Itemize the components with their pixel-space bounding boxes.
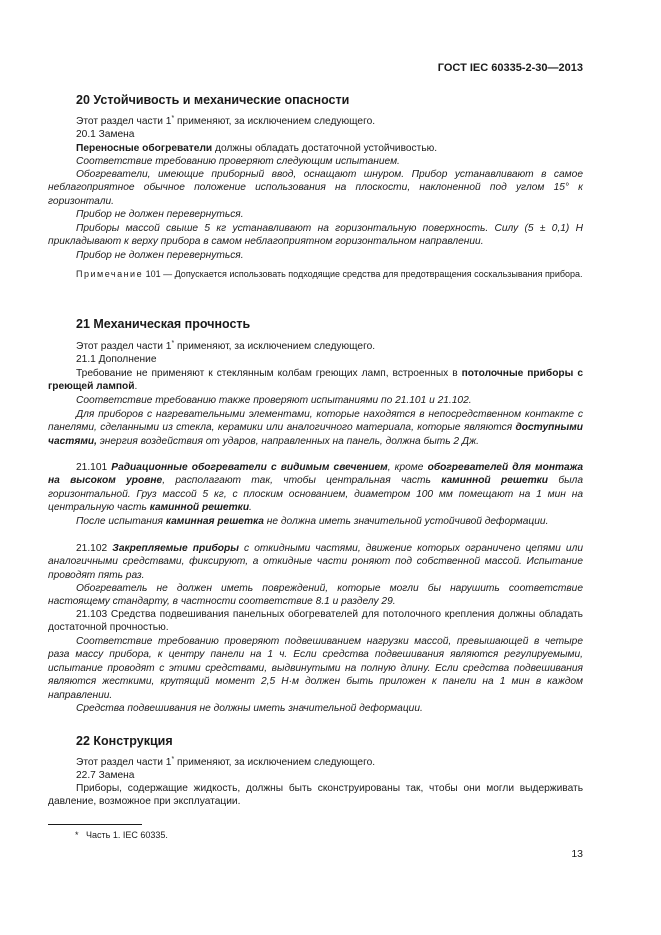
- sec20-intro: Этот раздел части 1* применяют, за исключением следующего.: [76, 115, 376, 127]
- section-22-title: 22 Конструкция: [76, 734, 173, 748]
- sec21-101: 21.101 Радиационные обогреватели с видимым свечением, кроме обогревателей для монтажа на высоком уровне, располагают так, чтобы центральная часть каминной решетки была горизонтальной. Груз массой 5 кг, с плоским основанием, диаметром 100 мм помещают на 1 мин на центральную часть каминной решетки.: [48, 462, 584, 514]
- sec21-102: 21.102 Закрепляемые приборы с откидными частями, движение которых ограничено цепями или аналогичными средствами, фиксируют, а откидные части роняют под собственной массой. Испытание проводят пять раз.: [48, 543, 583, 581]
- sec20-test2: Приборы массой свыше 5 кг устанавливают на горизонтальную поверхность. Силу (5 ± 0,1) Н прикладывают к верху прибора в самом неблагоприятном горизонтальном направлении.: [48, 223, 583, 248]
- page-number: 13: [571, 848, 583, 860]
- sec20-test1: Обогреватели, имеющие приборный ввод, оснащают шнуром. Прибор устанавливают в самое неблагоприятное обычное положение использования на плоскости, наклоненной под углом 15° к горизонтали.: [48, 169, 583, 207]
- sec22-intro: Этот раздел части 1* применяют, за исключением следующего.: [76, 756, 376, 768]
- footnote-divider: [48, 824, 142, 825]
- sec21-103-test: Соответствие требованию проверяют подвешиванием нагрузки массой, превышающей в четыре раза массу прибора, к центру панели на 1 ч. Если средства подвешивания являются регулируемыми, испытание проводят с этими средствами, выдвинутыми на полную длину. Если средства подвешивания являются жесткими, крутящий момент 2,5 Н·м должен быть приложен к панели на 1 мин в каждом направлении.: [48, 636, 583, 701]
- sec21-103: 21.103 Средства подвешивания панельных обогревателей для потолочного крепления должны обладать достаточной прочностью.: [48, 609, 583, 634]
- section-21-title: 21 Механическая прочность: [76, 317, 251, 331]
- sec21-103-result: Средства подвешивания не должны иметь значительной деформации.: [76, 703, 423, 714]
- sec22-subsection: 22.7 Замена: [76, 770, 135, 781]
- sec20-req: Переносные обогреватели должны обладать достаточной устойчивостью.: [76, 143, 438, 154]
- sec21-101-result: После испытания каминная решетка не должна иметь значительной устойчивой деформации.: [76, 516, 549, 527]
- section-20-title: 20 Устойчивость и механические опасности: [76, 93, 350, 107]
- sec21-intro: Этот раздел части 1* применяют, за исключением следующего.: [76, 340, 376, 352]
- sec21-compliance: Соответствие требованию также проверяют испытаниями по 21.101 и 21.102.: [76, 395, 472, 406]
- sec21-req: Требование не применяют к стеклянным колбам греющих ламп, встроенных в потолочные приборы с греющей лампой.: [48, 368, 583, 393]
- document-header: ГОСТ IEC 60335-2-30—2013: [437, 62, 583, 74]
- sec21-102-result: Обогреватель не должен иметь повреждений, которые могли бы нарушить соответствие настоящему стандарту, в частности соответствие 8.1 и разделу 29.: [48, 583, 583, 608]
- footnote-mark: *: [171, 115, 175, 122]
- sec20-compliance: Соответствие требованию проверяют следующим испытанием.: [76, 156, 400, 167]
- sec22-req: Приборы, содержащие жидкость, должны быть сконструированы так, чтобы они могли выдерживать давление, возможное при эксплуатации.: [48, 783, 583, 808]
- sec21-impact: Для приборов с нагревательными элементами, которые находятся в непосредственном контакте с панелями, сделанными из стекла, керамики или аналогичного материала, которые являются доступными частями, энергия воздействия от ударов, направленных на панель, должна быть 2 Дж.: [48, 409, 583, 447]
- sec20-subsection: 20.1 Замена: [76, 129, 135, 140]
- sec20-result2: Прибор не должен перевернуться.: [76, 250, 244, 261]
- footnote: * Часть 1. IEC 60335.: [75, 830, 168, 840]
- sec20-result1: Прибор не должен перевернуться.: [76, 209, 244, 220]
- sec20-note: Примечание 101 — Допускается использовать подходящие средства для предотвращения соскальзывания прибора.: [76, 269, 583, 279]
- sec21-subsection: 21.1 Дополнение: [76, 354, 157, 365]
